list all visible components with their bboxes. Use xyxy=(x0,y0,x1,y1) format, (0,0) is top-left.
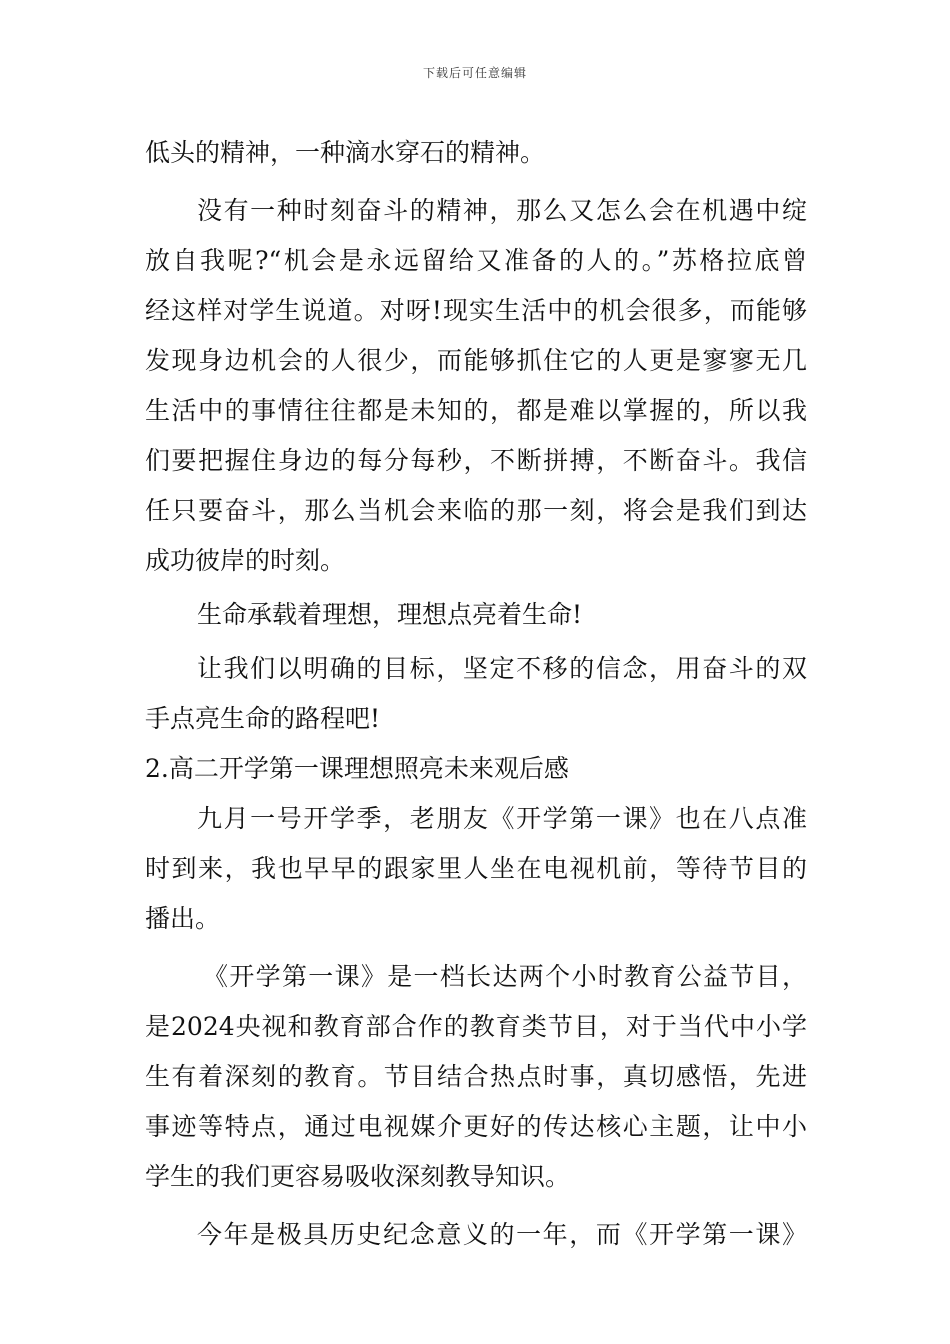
paragraph-line: 任只要奋斗，那么当机会来临的那一刻，将会是我们到达 xyxy=(145,496,807,525)
document-body xyxy=(145,128,807,1260)
paragraph-line: 生有着深刻的教育。节目结合热点时事，真切感悟，先进 xyxy=(145,1062,807,1091)
paragraph-line: 生活中的事情往往都是未知的，都是难以掌握的，所以我 xyxy=(145,396,807,425)
paragraph-line: 放自我呢?“机会是永远留给又准备的人的。”苏格拉底曾 xyxy=(145,246,807,275)
paragraph-line: 低头的精神，一种滴水穿石的精神。 xyxy=(145,138,546,167)
paragraph-line: 经这样对学生说道。对呀!现实生活中的机会很多，而能够 xyxy=(145,296,807,325)
section-heading: 2.高二开学第一课理想照亮未来观后感 xyxy=(145,754,569,783)
paragraph-line: 手点亮生命的路程吧! xyxy=(145,704,381,733)
paragraph-line: 学生的我们更容易吸收深刻教导知识。 xyxy=(145,1162,571,1191)
paragraph-line: 九月一号开学季，老朋友《开学第一课》也在八点准 xyxy=(197,804,807,833)
paragraph-line: 播出。 xyxy=(145,904,221,933)
paragraph-line: 让我们以明确的目标，坚定不移的信念，用奋斗的双 xyxy=(197,654,807,683)
paragraph-line: 生命承载着理想，理想点亮着生命! xyxy=(197,600,583,629)
paragraph-line: 是2024央视和教育部合作的教育类节目，对于当代中小学 xyxy=(145,1012,807,1041)
paragraph-line: 成功彼岸的时刻。 xyxy=(145,546,346,575)
paragraph-line: 没有一种时刻奋斗的精神，那么又怎么会在机遇中绽 xyxy=(197,196,807,225)
paragraph-line: 时到来，我也早早的跟家里人坐在电视机前，等待节目的 xyxy=(145,854,807,883)
page-header: 下载后可任意编辑 xyxy=(422,66,527,80)
paragraph-line: 《开学第一课》是一档长达两个小时教育公益节目， xyxy=(203,962,807,991)
paragraph-line: 今年是极具历史纪念意义的一年，而《开学第一课》 xyxy=(197,1220,807,1249)
paragraph-line: 发现身边机会的人很少，而能够抓住它的人更是寥寥无几 xyxy=(145,346,807,375)
paragraph-line: 事迹等特点，通过电视媒介更好的传达核心主题，让中小 xyxy=(145,1112,807,1141)
paragraph-line: 们要把握住身边的每分每秒，不断拼搏，不断奋斗。我信 xyxy=(145,446,807,475)
